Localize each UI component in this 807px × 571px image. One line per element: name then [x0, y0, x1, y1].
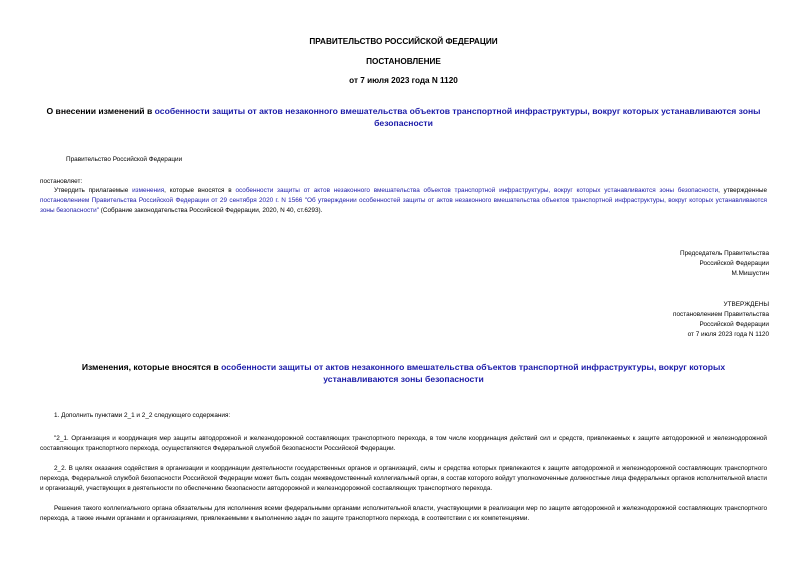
resolution-text-d: (Собрание законодательства Российской Федерации, 2020, N 40, ст.6293). [98, 207, 323, 214]
resolution-paragraph [40, 186, 767, 216]
signature-title: Председатель Правительства [680, 250, 769, 257]
resolution-text-c: , утвержденные [718, 187, 768, 194]
issuer-heading: ПРАВИТЕЛЬСТВО РОССИЙСКОЙ ФЕДЕРАЦИИ [309, 37, 498, 46]
item-decisions: Решения такого коллегиального органа обязательны для исполнения всеми федеральными органами исполнительной власти, участвующими в реализации мер по защите автодорожной и железнодорожной составляющих транспортного перехода, а также иными органами и организациями, привлекаемыми к выполнению задач по защите транспортного перехода, в соответствии с их компетенциями. [40, 505, 767, 522]
document-title [40, 105, 767, 129]
link-features[interactable]: особенности защиты от актов незаконного вмешательства объектов транспортной инфраструктуры, вокруг которых устанавливаются зоны безопасности [235, 187, 719, 194]
item-2-2: 2_2. В целях оказания содействия в организации и координации деятельности государственных органов и организаций, силы и средства которых привлекаются к защите автодорожной и железнодорожной составляющих транспортного перехода, Федеральной службой безопасности Российской Федерации может быть создан межведомственный коллегиальный орган, в состав которого войдут уполномоченные должностные лица федеральных органов исполнительной власти и организаций, участвующих в деятельности по обеспечению безопасности автодорожной и железнодорожной составляющих транспортного перехода. [40, 465, 767, 492]
government-line: Правительство Российской Федерации [66, 156, 183, 163]
resolution-text-b: , которые вносятся в [164, 187, 236, 194]
document-type: ПОСТАНОВЛЕНИЕ [366, 57, 441, 66]
changes-title-link[interactable]: особенности защиты от актов незаконного вмешательства объектов транспортной инфраструктуры, вокруг которых устанавливаются зоны безопасности [221, 362, 726, 384]
signature-name: М.Мишустин [731, 270, 769, 277]
title-link-features[interactable]: особенности защиты от актов незаконного вмешательства объектов транспортной инфраструктуры, вокруг которых устанавливаются зоны безопасности [154, 106, 761, 128]
signature-org: Российской Федерации [699, 260, 769, 267]
link-resolution-1566[interactable]: постановлением Правительства Российской Федерации от 29 сентября 2020 г. N 1566 "Об утверждении особенностей защиты от актов незаконного вмешательства объектов транспортной инфраструктуры, вокруг которых устанавливаются зоны безопасности" [40, 197, 767, 214]
approval-block [673, 300, 769, 340]
document-title-prefix: О внесении изменений в [46, 106, 155, 116]
item-2-1: "2_1. Организация и координация мер защиты автодорожной и железнодорожной составляющих транспортного перехода, в том числе координация действий сил и средств, привлекаемых к защите автодорожной и железнодорожной составляющих транспортного перехода, осуществляются Федеральной службой безопасности Российской Федерации. [40, 435, 767, 452]
approval-by: постановлением Правительства [673, 311, 769, 318]
link-changes[interactable]: изменения [132, 187, 165, 194]
signature-block [680, 249, 769, 279]
approval-date: от 7 июля 2023 года N 1120 [687, 331, 769, 338]
changes-title-prefix: Изменения, которые вносятся в [81, 362, 222, 372]
approval-org: Российской Федерации [699, 321, 769, 328]
changes-title [60, 361, 747, 385]
resolution-text-a: Утвердить прилагаемые [54, 187, 133, 194]
item-1: 1. Дополнить пунктами 2_1 и 2_2 следующего содержания: [54, 412, 231, 419]
decides-line: постановляет: [40, 178, 83, 185]
approval-label: УТВЕРЖДЕНЫ [723, 301, 769, 308]
document-date: от 7 июля 2023 года N 1120 [349, 76, 458, 85]
